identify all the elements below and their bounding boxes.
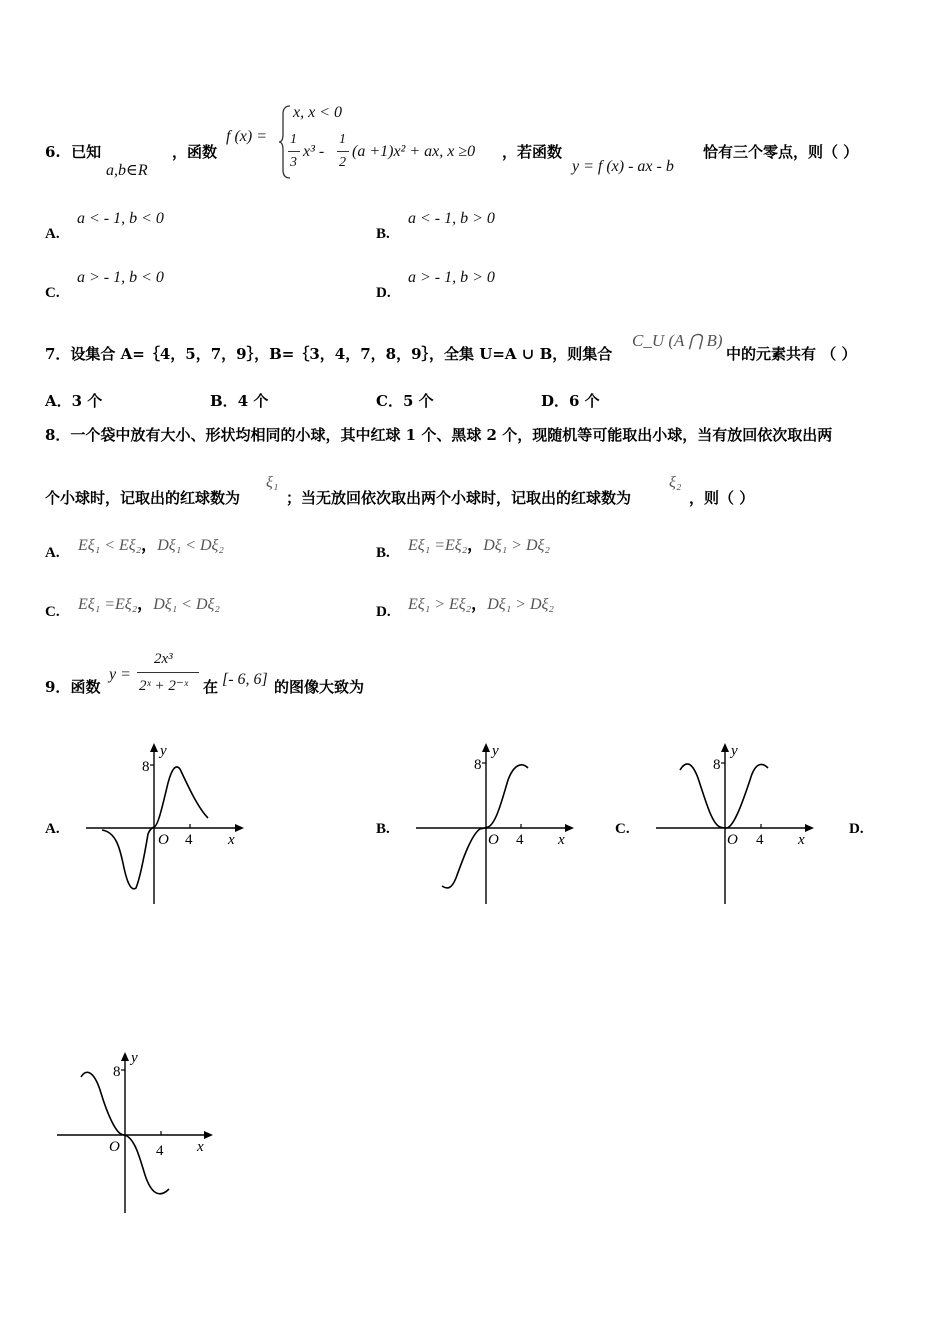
q6-option-a[interactable]: a < - 1, b < 0: [77, 210, 164, 227]
x-tick-label: 4: [756, 832, 764, 848]
q8-xi1: ξ₁: [266, 474, 279, 491]
q7-set-expr: C_U (A ⋂ B): [632, 331, 723, 350]
q6-frac-two: 2: [339, 155, 346, 170]
q7-tail: 中的元素共有 （ ）: [726, 345, 857, 363]
q9-option-a-label[interactable]: A.: [45, 821, 60, 837]
q8-option-b-label[interactable]: B.: [376, 545, 390, 561]
q9-option-c-label[interactable]: C.: [615, 821, 630, 837]
q8-option-a[interactable]: Eξ₁ < Eξ₂，Dξ₁ < Dξ₂: [78, 537, 224, 554]
y-tick-label: 8: [474, 757, 482, 773]
q6-case1: x, x < 0: [293, 104, 342, 121]
q7-option-d[interactable]: D．6 个: [541, 392, 600, 410]
q9-graph-a[interactable]: [84, 738, 249, 906]
q9-option-d-label[interactable]: D.: [849, 821, 864, 837]
q6-option-c-label[interactable]: C.: [45, 285, 60, 301]
q8-line2c: ，则（ ）: [689, 489, 755, 507]
y-axis-arrow: [150, 743, 158, 752]
x-axis-label: x: [197, 1139, 204, 1155]
q7-option-a[interactable]: A．3 个: [45, 392, 103, 410]
x-axis-arrow: [235, 824, 244, 832]
y-axis-arrow: [721, 743, 729, 752]
y-axis-arrow: [482, 743, 490, 752]
x-axis-label: x: [798, 832, 805, 848]
q9-graph-b[interactable]: [414, 738, 579, 906]
q8-option-c[interactable]: Eξ₁ =Eξ₂，Dξ₁ < Dξ₂: [78, 596, 220, 613]
y-axis-label: y: [492, 743, 499, 759]
q6-case2-a: x³ -: [303, 143, 325, 160]
q9-numerator: 2x³: [154, 651, 173, 667]
y-tick-label: 8: [142, 759, 150, 775]
q6-tail: 恰有三个零点，则（ ）: [703, 143, 859, 161]
origin-label: O: [727, 832, 738, 848]
origin-label: O: [158, 832, 169, 848]
q6-frac-bar-a: [288, 151, 300, 152]
q9-graph-d[interactable]: [55, 1047, 220, 1215]
q6-option-c[interactable]: a > - 1, b < 0: [77, 269, 164, 286]
x-axis-arrow: [805, 824, 814, 832]
y-axis-label: y: [160, 743, 167, 759]
q6-condition: a,b∈R: [106, 162, 148, 179]
q8-option-d-label[interactable]: D.: [376, 604, 391, 620]
q9-interval: [- 6, 6]: [222, 671, 268, 688]
q6-frac-one-a: 1: [290, 132, 297, 147]
q6-option-b[interactable]: a < - 1, b > 0: [408, 210, 495, 227]
origin-label: O: [109, 1139, 120, 1155]
q9-tail: 的图像大致为: [274, 678, 365, 696]
q8-option-c-label[interactable]: C.: [45, 604, 60, 620]
x-axis-arrow: [204, 1131, 213, 1139]
q8-option-a-label[interactable]: A.: [45, 545, 60, 561]
q6-fx: f (x) =: [226, 128, 267, 145]
q9-frac-bar: [137, 672, 199, 673]
q6-frac-three: 3: [290, 155, 297, 170]
origin-label: O: [488, 832, 499, 848]
x-axis-arrow: [565, 824, 574, 832]
q6-option-d-label[interactable]: D.: [376, 285, 391, 301]
q9-graph-c[interactable]: [654, 738, 819, 906]
q6-option-b-label[interactable]: B.: [376, 226, 390, 242]
q6-frac-bar-b: [337, 151, 349, 152]
x-axis-label: x: [228, 832, 235, 848]
q7-text: 7．设集合 A=｛4，5，7，9｝，B=｛3，4，7，8，9｝，全集 U=A ∪ B，则集合: [45, 345, 613, 363]
x-tick-label: 4: [185, 832, 193, 848]
q7-option-b[interactable]: B．4 个: [210, 392, 269, 410]
y-axis-arrow: [121, 1052, 129, 1061]
y-axis-label: y: [131, 1050, 138, 1066]
q8-line2b: ；当无放回依次取出两个小球时，记取出的红球数为: [286, 489, 632, 507]
q8-line2a: 个小球时，记取出的红球数为: [45, 489, 241, 507]
q6-if-word: ，若函数: [502, 143, 563, 161]
y-axis-label: y: [731, 743, 738, 759]
x-tick-label: 4: [156, 1143, 164, 1159]
q6-option-a-label[interactable]: A.: [45, 226, 60, 242]
q6-lead: 6. 已知: [45, 143, 102, 161]
q8-line1: 8．一个袋中放有大小、形状均相同的小球，其中红球 1 个、黑球 2 个，现随机等可能取出小球，当有放回依次取出两: [45, 426, 833, 444]
curve-b: [442, 765, 528, 888]
q8-option-b[interactable]: Eξ₁ =Eξ₂，Dξ₁ > Dξ₂: [408, 537, 550, 554]
q9-y-eq: y =: [109, 666, 131, 683]
q8-xi2: ξ₂: [669, 474, 682, 491]
q8-option-d[interactable]: Eξ₁ > Eξ₂，Dξ₁ > Dξ₂: [408, 596, 554, 613]
q6-func-word: ，函数: [172, 143, 218, 161]
q6-case2-b: (a +1)x² + ax, x ≥0: [352, 143, 476, 160]
x-axis-label: x: [558, 832, 565, 848]
q9-in-word: 在: [203, 678, 219, 696]
curve-c: [680, 764, 768, 828]
q6-option-d[interactable]: a > - 1, b > 0: [408, 269, 495, 286]
y-tick-label: 8: [113, 1064, 121, 1080]
q9-denominator: 2ˣ + 2⁻ˣ: [139, 678, 189, 694]
q7-option-c[interactable]: C．5 个: [376, 392, 434, 410]
q6-frac-one-b: 1: [339, 132, 346, 147]
q9-option-b-label[interactable]: B.: [376, 821, 390, 837]
q6-g: y = f (x) - ax - b: [572, 158, 674, 175]
q9-lead: 9．函数: [45, 678, 101, 696]
y-tick-label: 8: [713, 757, 721, 773]
x-tick-label: 4: [516, 832, 524, 848]
